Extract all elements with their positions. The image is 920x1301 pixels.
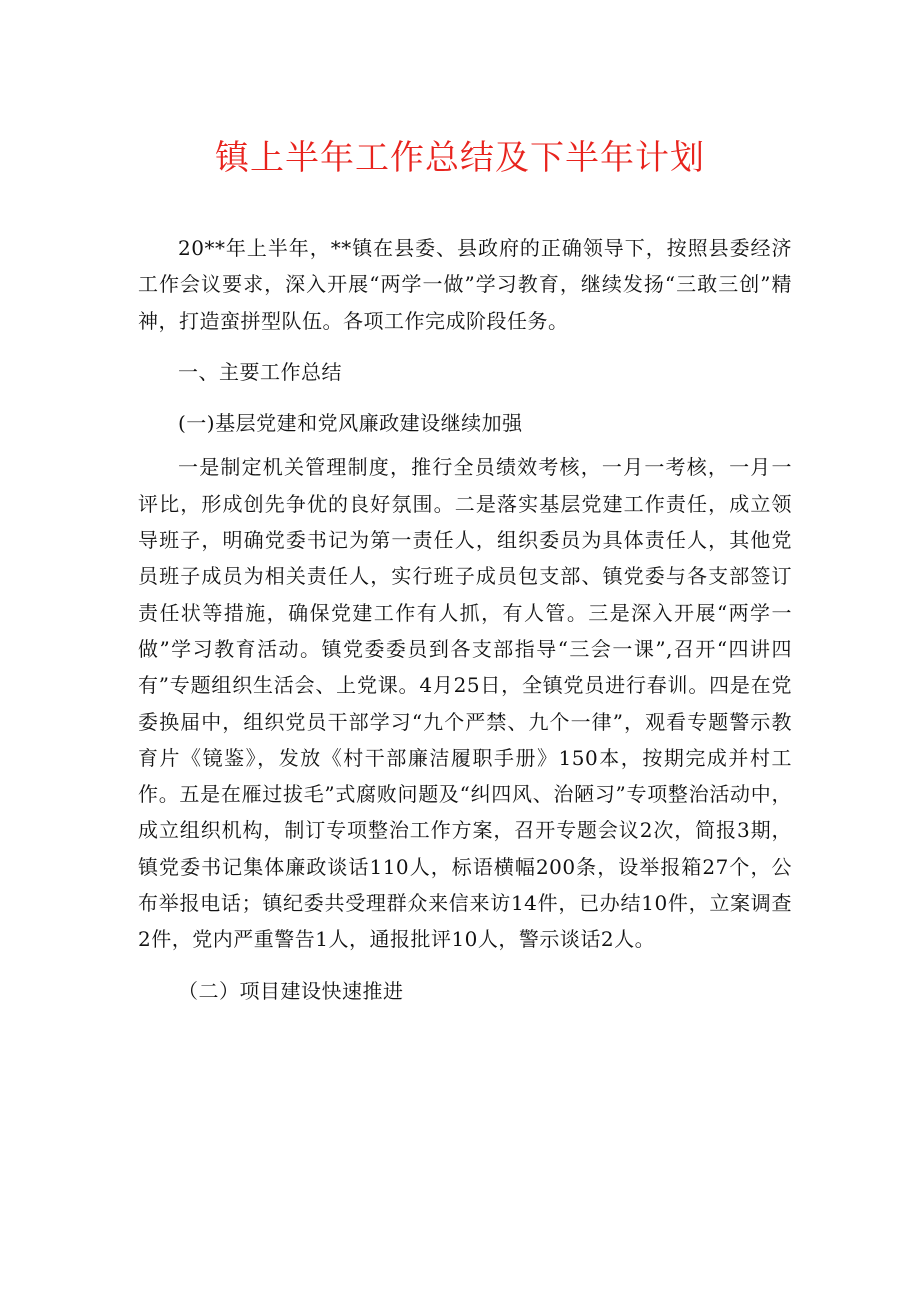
- section-heading-main-work-summary: 一、主要工作总结: [178, 359, 342, 384]
- subsection-heading-project-construction: （二）项目建设快速推进: [178, 978, 404, 1003]
- subsection-heading-party-building: (一)基层党建和党风廉政建设继续加强: [178, 411, 523, 436]
- party-building-paragraph: 一是制定机关管理制度，推行全员绩效考核，一月一考核，一月一评比，形成创先争优的良好氛围。二是落实基层党建工作责任，成立领导班子，明确党委书记为第一责任人，组织委员为具体责任人，其他党员班子成员为相关责任人，实行班子成员包支部、镇党委与各支部签订责任状等措施，确保党建工作有人抓，有人管。三是深入开展“两学一做”学习教育活动。镇党委委员到各支部指导“三会一课”,召开“四讲四有”专题组织生活会、上党课。4月25日，全镇党员进行春训。四是在党委换届中，组织党员干部学习“九个严禁、九个一律”，观看专题警示教育片《镜鉴》，发放《村干部廉洁履职手册》150本，按期完成并村工作。五是在雁过拔毛”式腐败问题及“纠四风、治陋习”专项整治活动中，成立组织机构，制订专项整治工作方案，召开专题会议2次，简报3期，镇党委书记集体廉政谈话110人，标语横幅200条，设举报箱27个，公布举报电话；镇纪委共受理群众来信来访14件，已办结10件，立案调查2件，党内严重警告1人，通报批评10人，警示谈话2人。: [138, 455, 792, 952]
- intro-paragraph: 20**年上半年，**镇在县委、县政府的正确领导下，按照县委经济工作会议要求，深入开展“两学一做”学习教育，继续发扬“三敢三创”精神，打造蛮拼型队伍。各项工作完成阶段任务。: [138, 236, 792, 333]
- document-body: [138, 230, 792, 1009]
- document-title: 镇上半年工作总结及下半年计划: [215, 138, 705, 178]
